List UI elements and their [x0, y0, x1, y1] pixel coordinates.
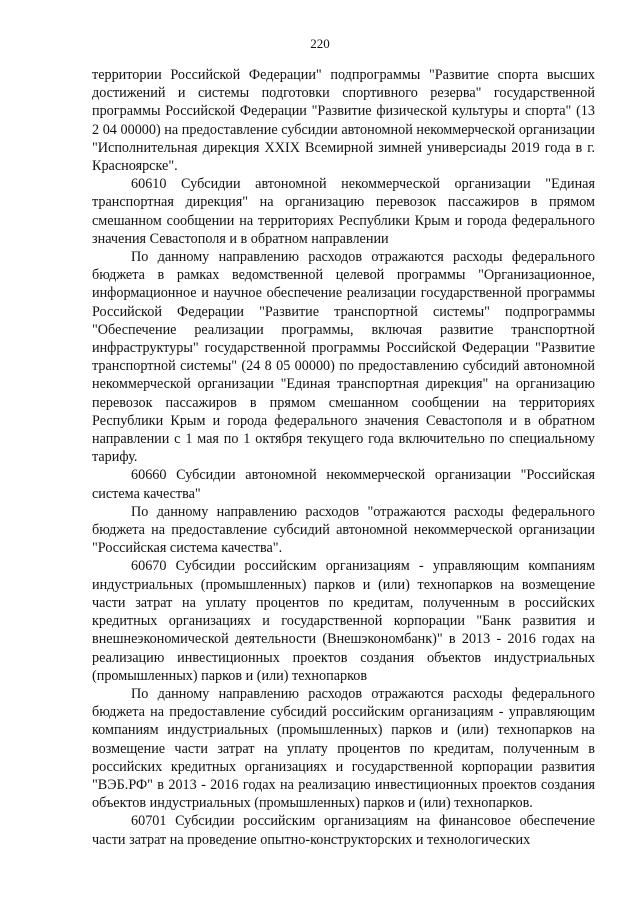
- paragraph-60670-description: По данному направлению расходов отражаются расходы федерального бюджета на предоставление субсидий российским организациям - управляющим компаниям индустриальных (промышленных) парков и (или) технопарков на возмещение части затрат на уплату процентов по кредитам, полученным в российских кредитных организациях и государственной корпорации развития "ВЭБ.РФ" в 2013 - 2016 годах на реализацию инвестиционных проектов создания объектов индустриальных (промышленных) парков и (или) технопарков.: [92, 685, 595, 812]
- paragraph-60670-heading: 60670 Субсидии российским организациям - управляющим компаниям индустриальных (промышленных) парков и (или) технопарков на возмещение части затрат на уплату процентов по кредитам, полученным в российских кредитных организациях и государственной корпорации "Банк развития и внешнеэкономической деятельности (Внешэкономбанк)" в 2013 - 2016 годах на реализацию инвестиционных проектов создания объектов индустриальных (промышленных) парков и (или) технопарков: [92, 558, 595, 684]
- paragraph-60610-description: По данному направлению расходов отражаются расходы федерального бюджета в рамках ведомственной целевой программы "Организационное, информационное и научное обеспечение реализации государственной программы Российской Федерации "Развитие транспортной системы" подпрограммы "Обеспечение реализации программы, включая развитие транспортной инфраструктуры" государственной программы Российской Федерации "Развитие транспортной системы" (24 8 05 00000) по предоставлению субсидий автономной некоммерческой организации "Единая транспортная дирекция" на организацию перевозок пассажиров в прямом смешанном сообщении на территориях Республики Крым и города федерального значения Севастополя и в обратном направлении с 1 мая по 1 октября текущего года включительно по специальному тарифу.: [92, 249, 595, 466]
- document-body: [92, 66, 595, 849]
- paragraph-60660-heading: 60660 Субсидии автономной некоммерческой организации "Российская система качества": [92, 467, 595, 502]
- paragraph-60701-heading: 60701 Субсидии российским организациям на финансовое обеспечение части затрат на проведение опытно-конструкторских и технологических: [92, 813, 595, 848]
- paragraph-60660-description: По данному направлению расходов "отражаются расходы федерального бюджета на предоставление субсидий автономной некоммерческой организации "Российская система качества".: [92, 503, 595, 557]
- page-number: 220: [310, 36, 330, 51]
- paragraph-60610-heading: 60610 Субсидии автономной некоммерческой организации "Единая транспортная дирекция" на организацию перевозок пассажиров в прямом смешанном сообщении на территориях Республики Крым и города федерального значения Севастополя и в обратном направлении: [92, 176, 595, 247]
- paragraph-continuation: территории Российской Федерации" подпрограммы "Развитие спорта высших достижений и системы подготовки спортивного резерва" государственной программы Российской Федерации "Развитие физической культуры и спорта" (13 2 04 00000) на предоставление субсидии автономной некоммерческой организации "Исполнительная дирекция XXIX Всемирной зимней универсиады 2019 года в г. Красноярске".: [92, 67, 595, 175]
